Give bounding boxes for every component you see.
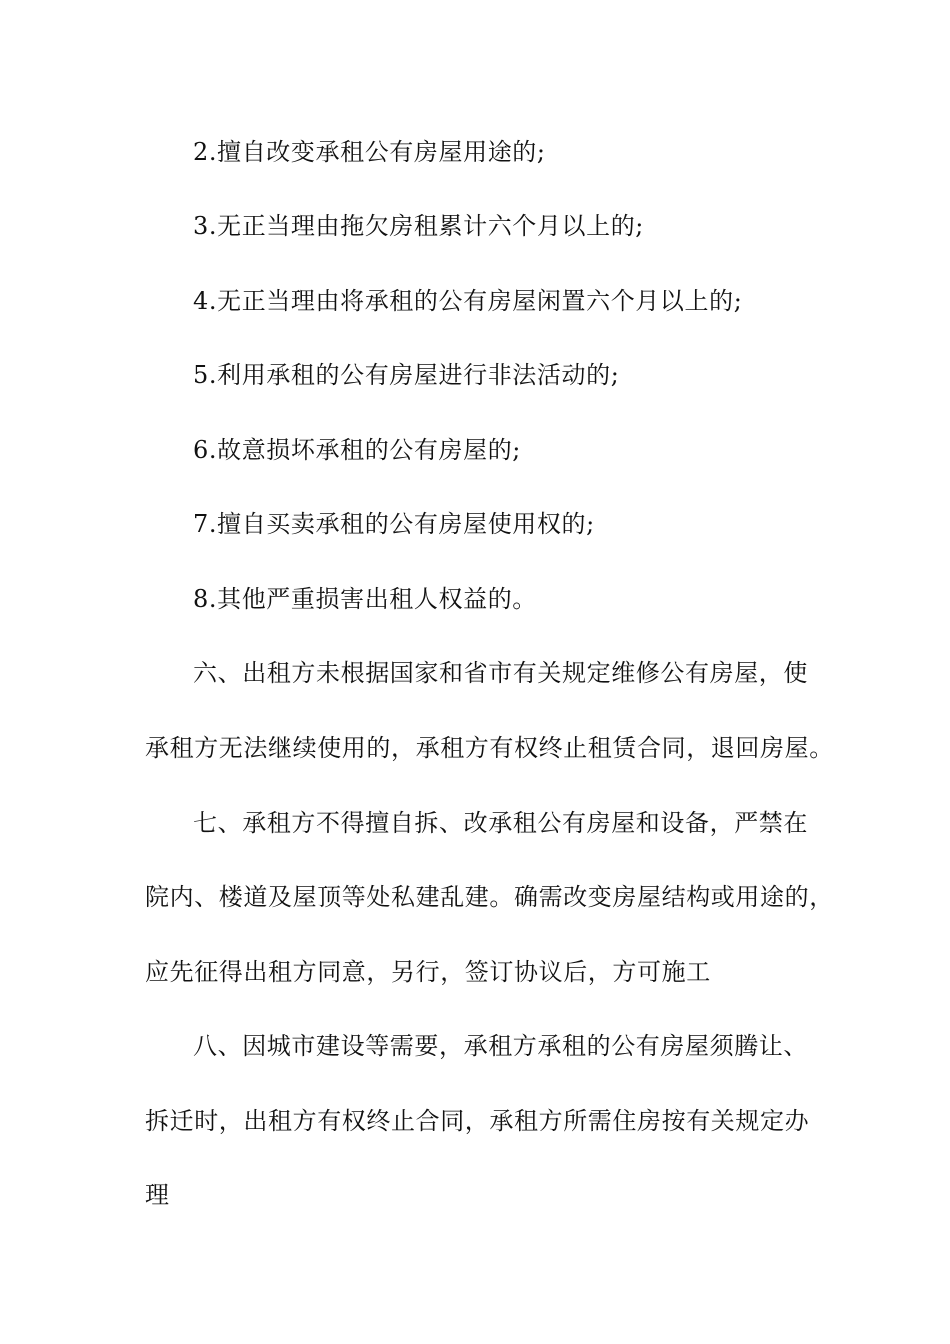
paragraph-8-line-2: 拆迁时，出租方有权终止合同，承租方所需住房按有关规定办 [145, 1107, 810, 1135]
text-line-6: 7.擅自买卖承租的公有房屋使用权的; [193, 510, 595, 538]
paragraph-7-line-3: 应先征得出租方同意，另行，签订协议后，方可施工 [145, 958, 711, 986]
text-line-5: 6.故意损坏承租的公有房屋的; [193, 436, 521, 464]
paragraph-7-line-2: 院内、楼道及屋顶等处私建乱建。确需改变房屋结构或用途的， [145, 883, 834, 911]
text-line-2: 3.无正当理由拖欠房租累计六个月以上的; [193, 212, 644, 240]
text-line-1: 2.擅自改变承租公有房屋用途的; [193, 138, 546, 166]
paragraph-7-line-1: 七、承租方不得擅自拆、改承租公有房屋和设备，严禁在 [193, 809, 808, 837]
text-line-7: 8.其他严重损害出租人权益的。 [193, 585, 537, 613]
text-line-3: 4.无正当理由将承租的公有房屋闲置六个月以上的; [193, 287, 743, 315]
paragraph-6-line-1: 六、出租方未根据国家和省市有关规定维修公有房屋，使 [193, 659, 808, 687]
paragraph-8-line-1: 八、因城市建设等需要，承租方承租的公有房屋须腾让、 [193, 1032, 808, 1060]
paragraph-6-line-2: 承租方无法继续使用的，承租方有权终止租赁合同，退回房屋。 [145, 734, 834, 762]
text-line-4: 5.利用承租的公有房屋进行非法活动的; [193, 361, 620, 389]
paragraph-8-line-3: 理 [145, 1181, 170, 1209]
